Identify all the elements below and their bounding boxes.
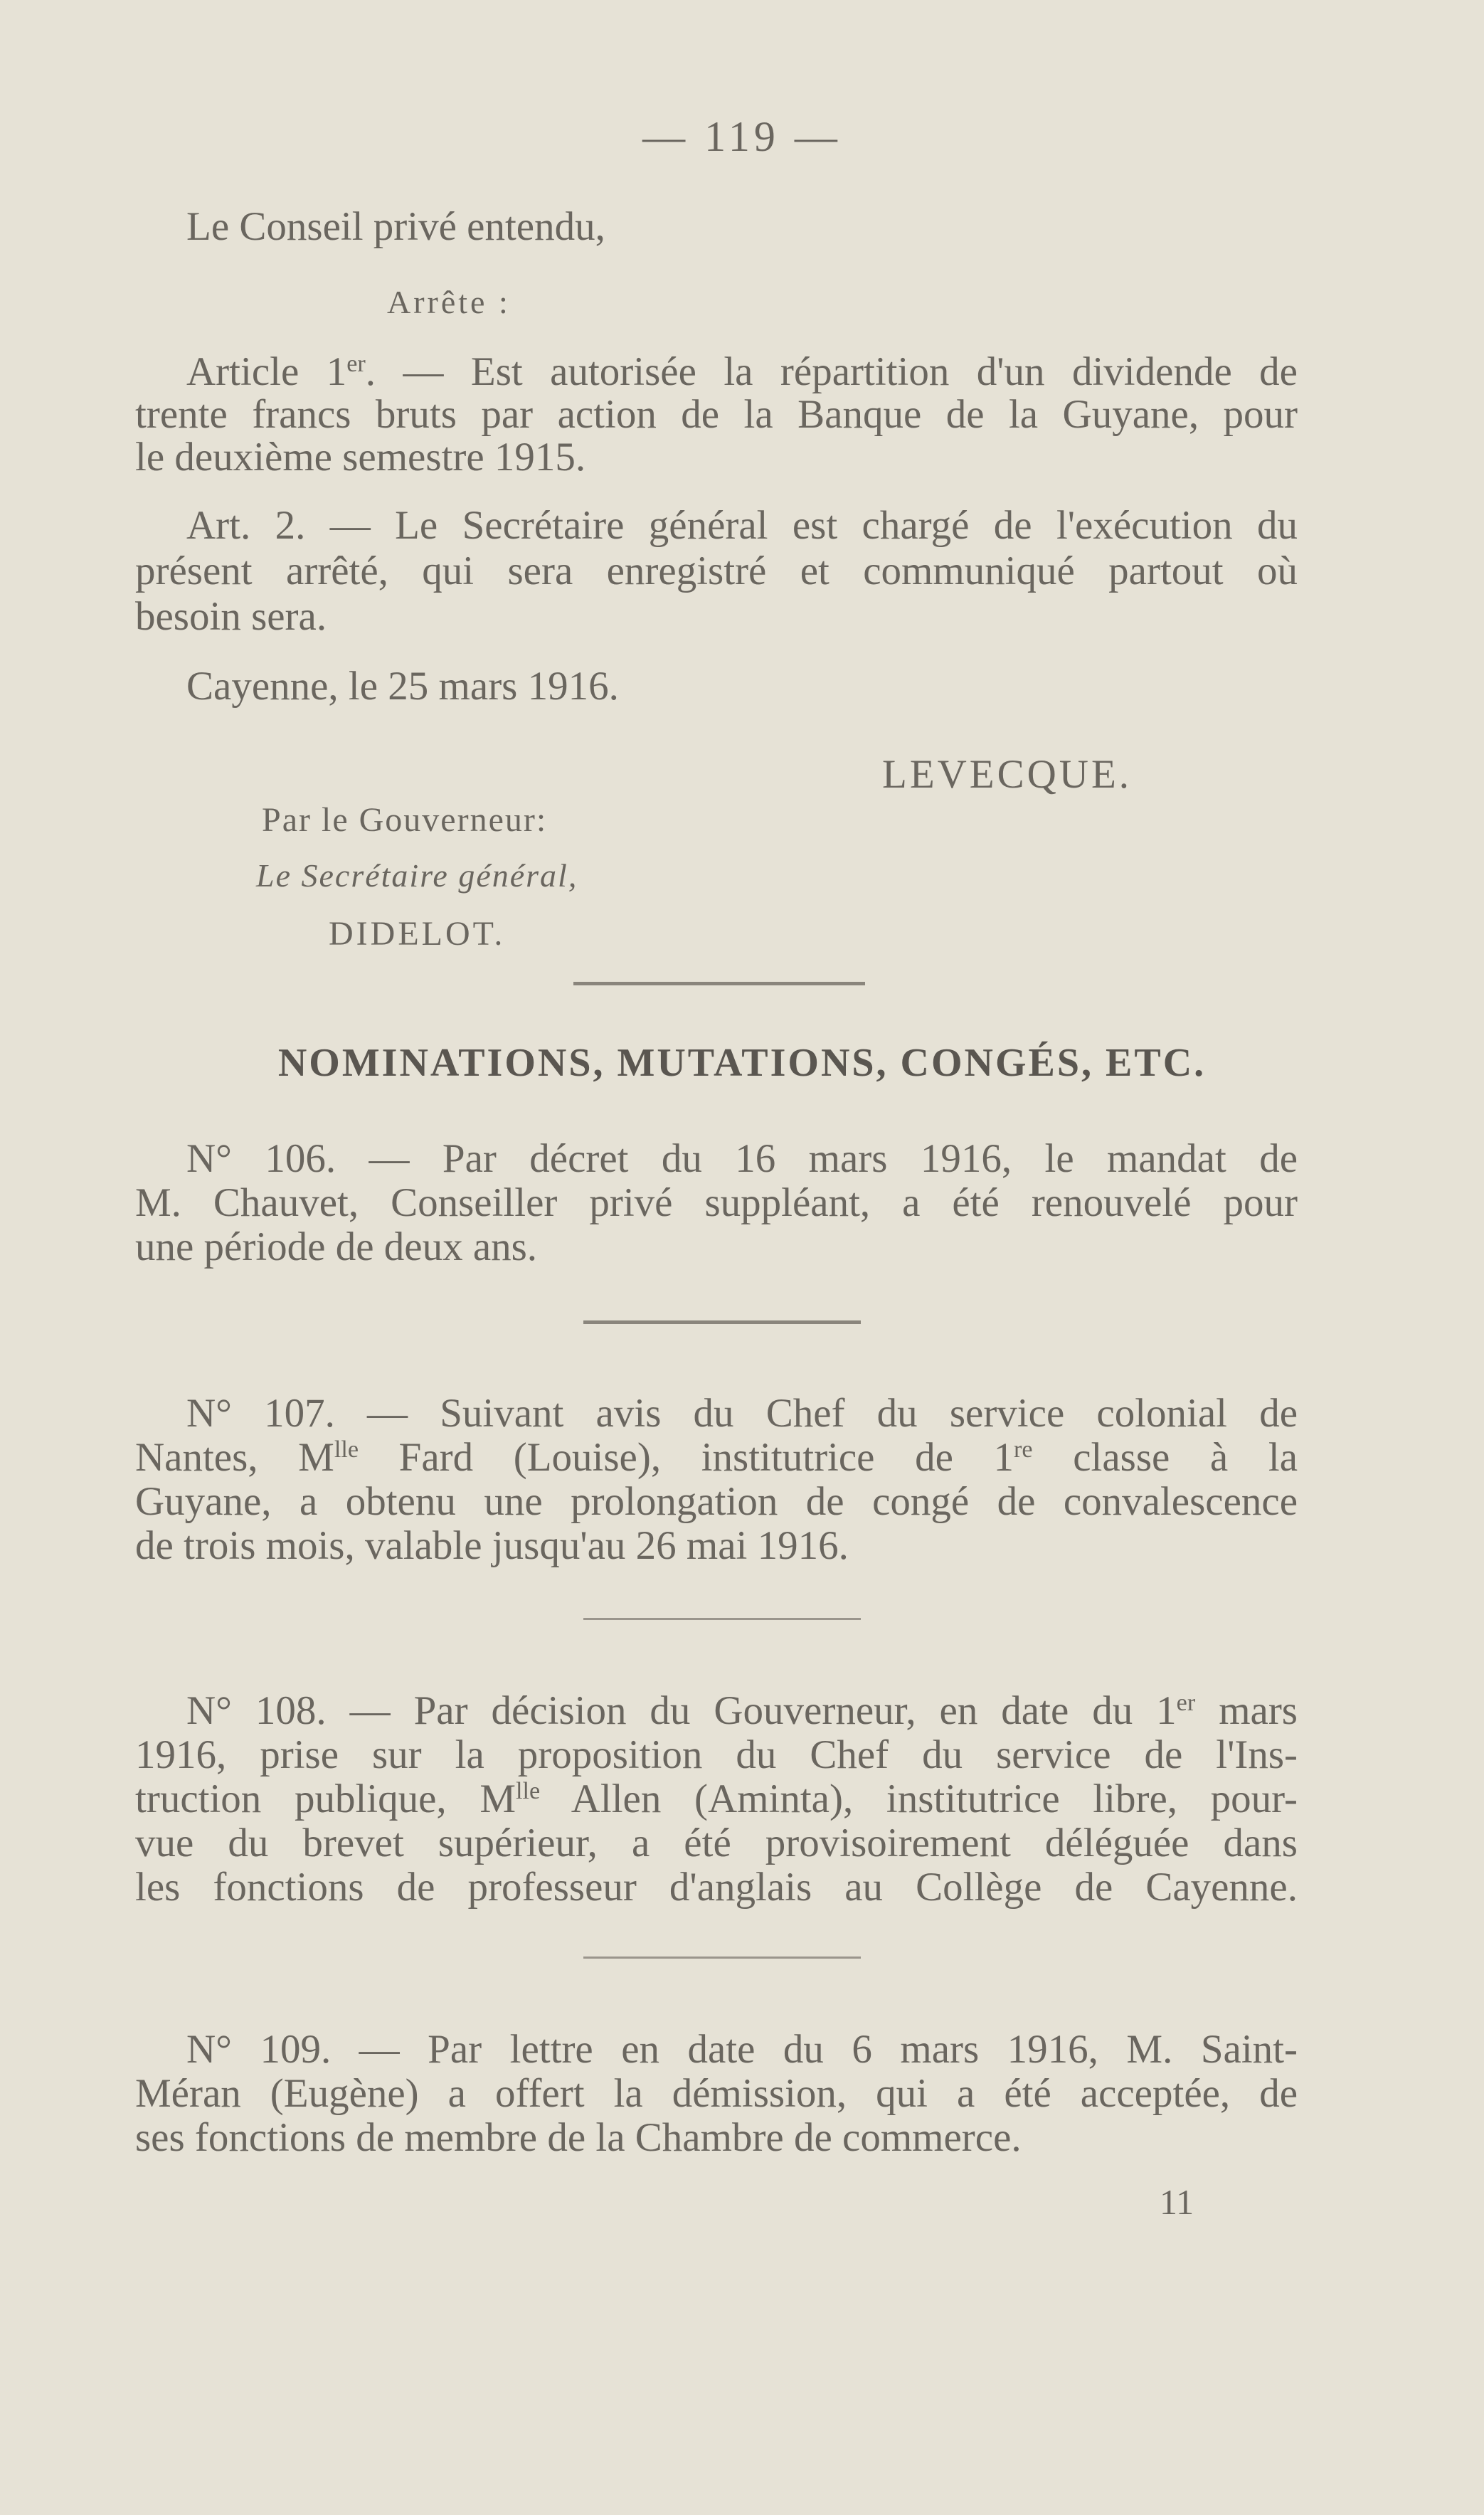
par-le-gouverneur: Par le Gouverneur: [262,801,548,839]
divider-108-109 [583,1957,861,1959]
place-date: Cayenne, le 25 mars 1916. [186,664,619,709]
article-2-line-3: besoin sera. [135,594,327,639]
article-2-line-1: Art. 2. — Le Secrétaire général est chargé de l'exécution du [186,503,1298,548]
signature-mark: 11 [1160,2182,1194,2222]
divider-107-108 [583,1618,861,1620]
item-107-line-4: de trois mois, valable jusqu'au 26 mai 1916. [135,1523,849,1568]
article-2-line-2: présent arrêté, qui sera enregistré et communiqué partout où [135,549,1298,593]
secretaire-title: Le Secrétaire général, [256,857,578,894]
item-106-line-3: une période de deux ans. [135,1224,538,1269]
item-106-line-1: N° 106. — Par décret du 16 mars 1916, le mandat de [186,1136,1298,1181]
secretary-signature: DIDELOT. [329,915,506,953]
item-109-line-2: Méran (Eugène) a offert la démission, qui a été acceptée, de [135,2071,1298,2116]
item-108-line-2: 1916, prise sur la proposition du Chef du service de l'Ins- [135,1732,1298,1777]
item-108-line-5: les fonctions de professeur d'anglais au Collège de Cayenne. [135,1865,1298,1910]
preamble-text: Le Conseil privé entendu, [186,204,605,249]
item-108-line-3: truction publique, $M^{lle}$ Allen (Aminta), institutrice libre, pour- [135,1777,1298,1821]
section-heading: NOMINATIONS, MUTATIONS, CONGÉS, ETC. [277,1041,1207,1085]
article-1-line-2: trente francs bruts par action de la Banque de la Guyane, pour [135,392,1298,437]
arrete-heading: Arrête : [387,284,511,320]
item-107-line-2: Nantes, $M^{lle}$ Fard (Louise), institutrice de 1re classe à la [135,1435,1298,1480]
article-1-line-3: le deuxième semestre 1915. [135,435,586,480]
article-1-line-1: Article 1er. — Est autorisée la répartition d'un dividende de [186,349,1298,394]
item-109-line-3: ses fonctions de membre de la Chambre de commerce. [135,2115,1022,2160]
item-107-line-1: N° 107. — Suivant avis du Chef du service colonial de [186,1391,1298,1436]
item-107-line-3: Guyane, a obtenu une prolongation de congé de convalescence [135,1479,1298,1524]
divider-106-107 [583,1320,861,1324]
item-109-line-1: N° 109. — Par lettre en date du 6 mars 1916, M. Saint- [186,2027,1298,2072]
item-106-line-2: M. Chauvet, Conseiller privé suppléant, a été renouvelé pour [135,1180,1298,1225]
section-divider [573,982,865,985]
governor-signature: LEVECQUE. [882,752,1133,797]
item-108-line-1: N° 108. — Par décision du Gouverneur, en date du 1er mars [186,1688,1298,1733]
page-number: — 119 — [642,113,842,160]
item-108-line-4: vue du brevet supérieur, a été provisoirement déléguée dans [135,1821,1298,1865]
